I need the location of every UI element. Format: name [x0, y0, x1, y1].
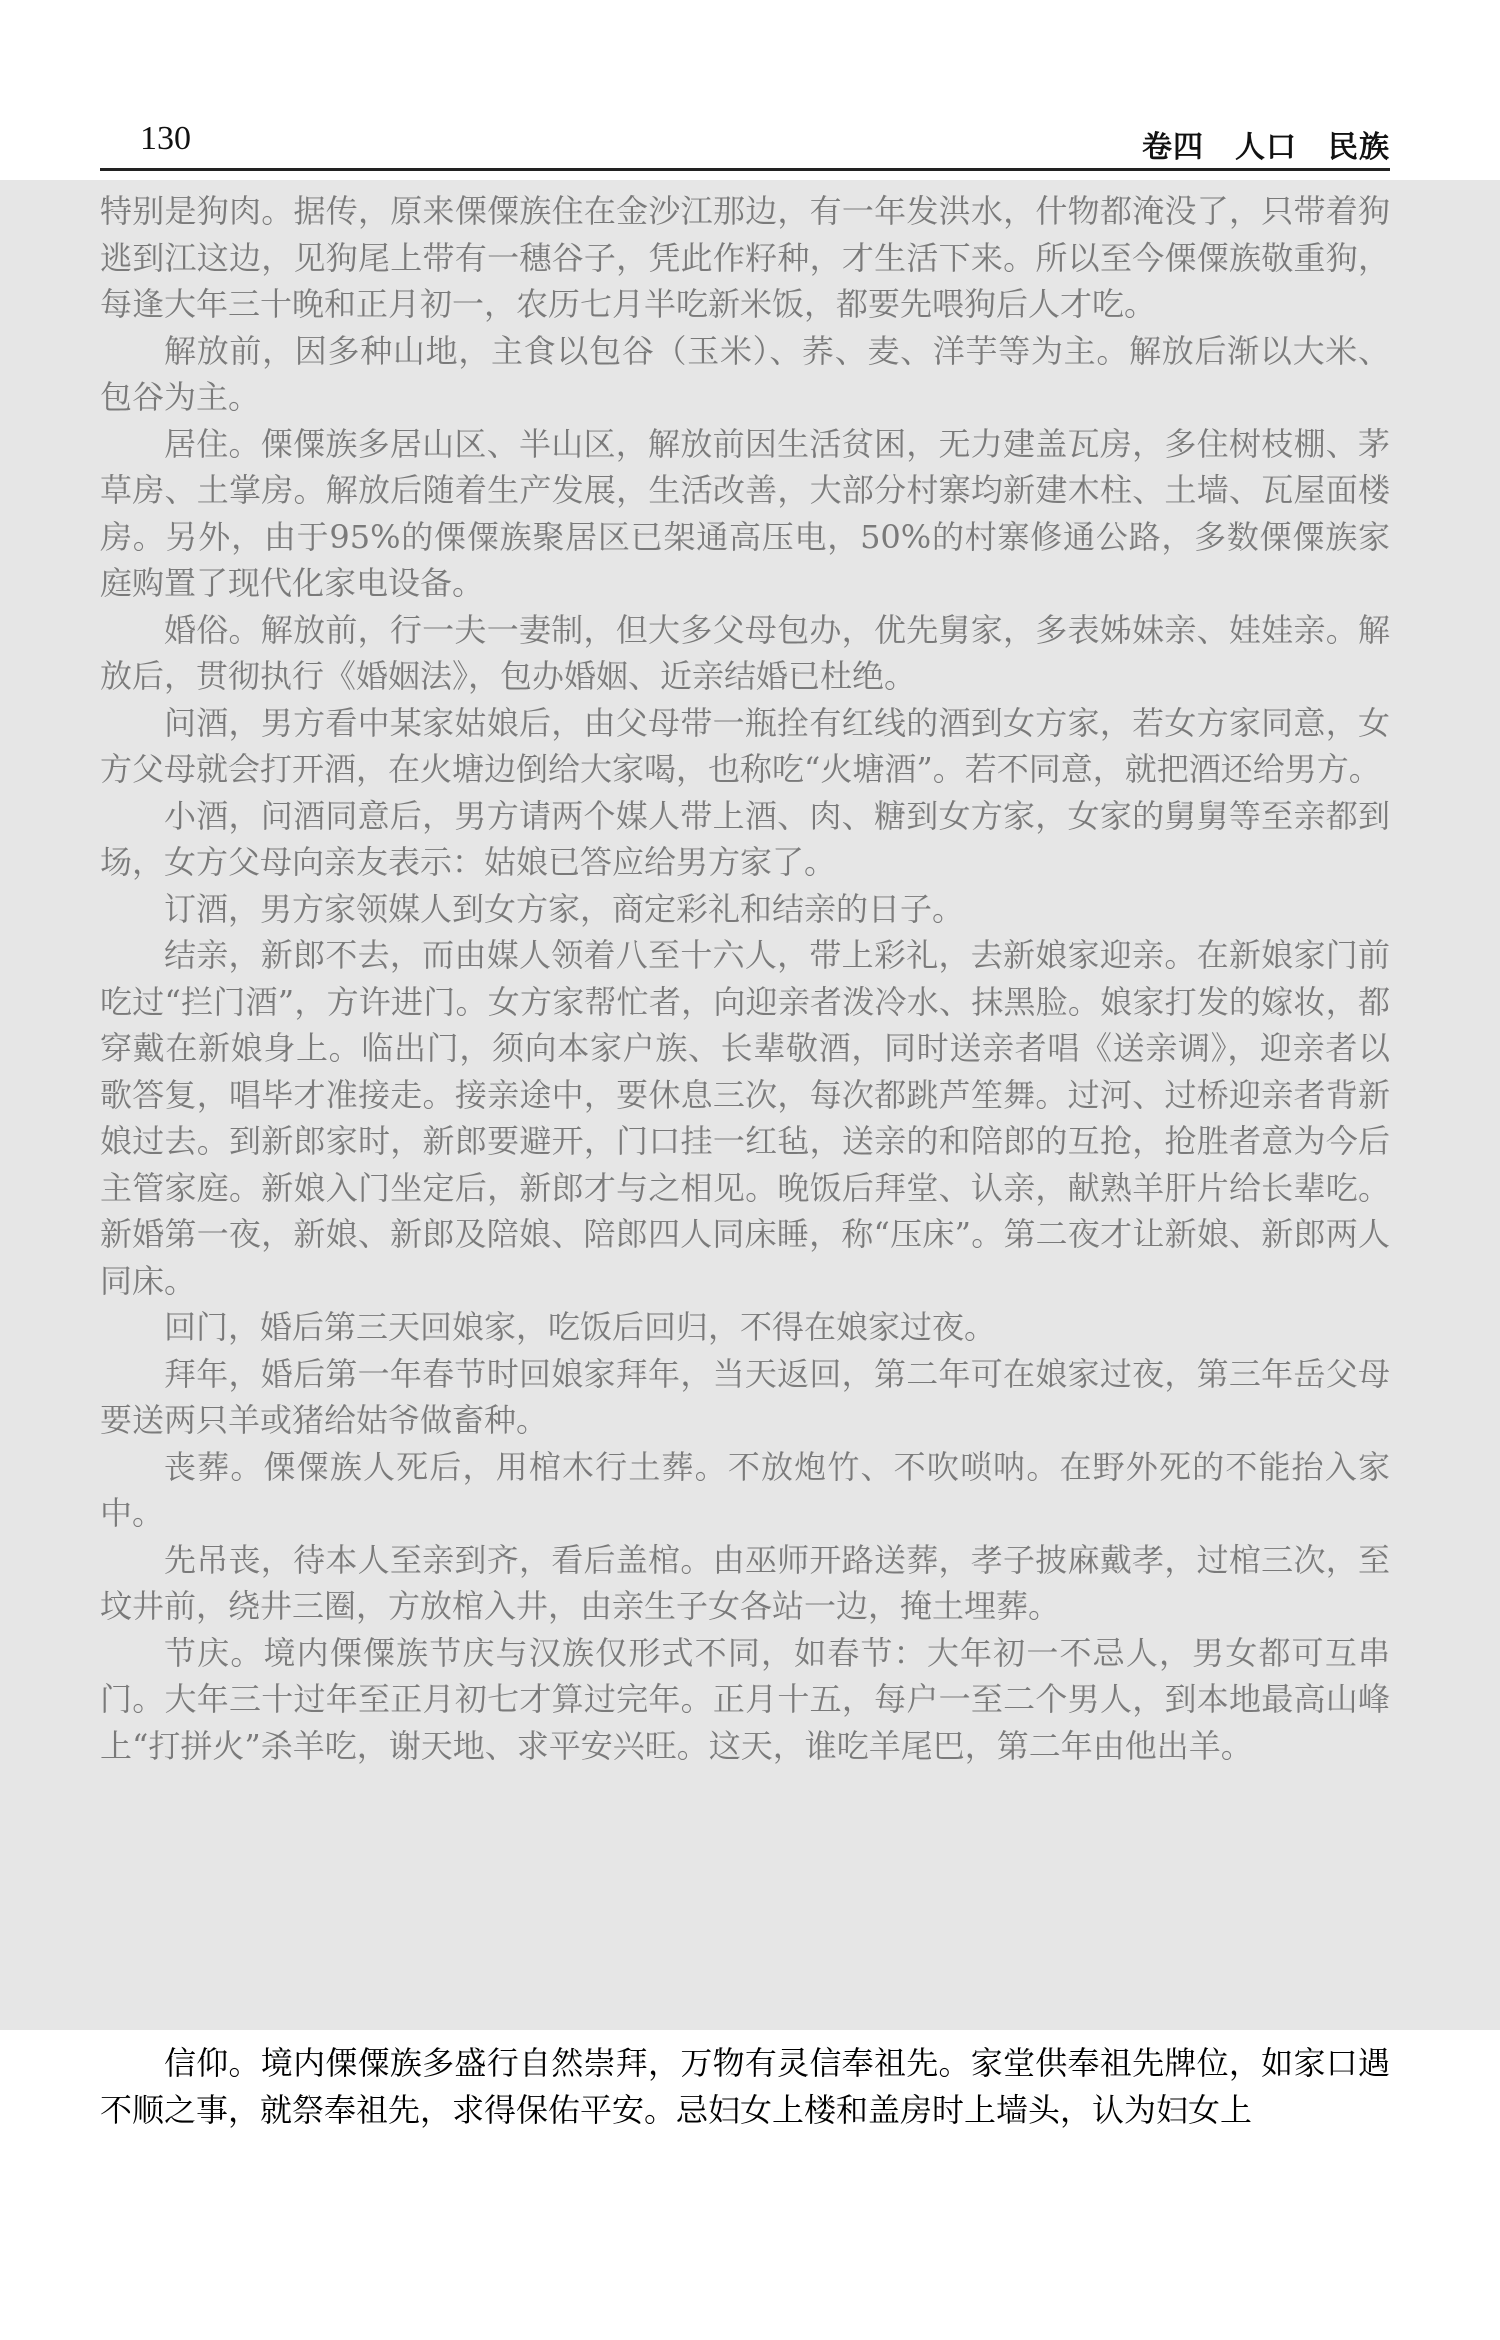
- running-title: 卷四 人口 民族: [1142, 130, 1390, 165]
- paragraph: 小酒，问酒同意后，男方请两个媒人带上酒、肉、糖到女方家，女家的舅舅等至亲都到场，女方父母向亲友表示：姑娘已答应给男方家了。: [100, 796, 1390, 881]
- paragraph: 丧葬。傈僳族人死后，用棺木行土葬。不放炮竹、不吹唢呐。在野外死的不能抬入家中。: [100, 1447, 1390, 1532]
- paragraph: 订酒，男方家领媒人到女方家，商定彩礼和结亲的日子。: [164, 889, 965, 928]
- page-header: [100, 118, 1390, 171]
- paragraph: 解放前，因多种山地，主食以包谷（玉米）、荞、麦、洋芋等为主。解放后渐以大米、包谷为主。: [100, 331, 1390, 416]
- paragraph: 信仰。境内傈僳族多盛行自然崇拜，万物有灵信奉祖先。家堂供奉祖先牌位，如家口遇不顺之事，就祭奉祖先，求得保佑平安。忌妇女上楼和盖房时上墙头，认为妇女上: [100, 2044, 1390, 2129]
- body-text: [100, 2040, 1390, 2133]
- highlighted-body-text: [100, 188, 1390, 1769]
- paragraph: 结亲，新郎不去，而由媒人领着八至十六人，带上彩礼，去新娘家迎亲。在新娘家门前吃过“拦门酒”，方许进门。女方家帮忙者，向迎亲者泼冷水、抹黑脸。娘家打发的嫁妆，都穿戴在新娘身上。临出门，须向本家户族、长辈敬酒，同时送亲者唱《送亲调》，迎亲者以歌答复，唱毕才准接走。接亲途中，要休息三次，每次都跳芦笙舞。过河、过桥迎亲者背新娘过去。到新郎家时，新郎要避开，门口挂一红毡，送亲的和陪郎的互抢，抢胜者意为今后主管家庭。新娘入门坐定后，新郎才与之相见。晚饭后拜堂、认亲，献熟羊肝片给长辈吃。新婚第一夜，新娘、新郎及陪娘、陪郎四人同床睡，称“压床”。第二夜才让新娘、新郎两人同床。: [100, 936, 1390, 1300]
- paragraph: 回门，婚后第三天回娘家，吃饭后回归，不得在娘家过夜。: [164, 1308, 997, 1346]
- page-number: 130: [140, 120, 191, 157]
- paragraph: 特别是狗肉。据传，原来傈僳族住在金沙江那边，有一年发洪水，什物都淹没了，只带着狗逃到江这边，见狗尾上带有一穗谷子，凭此作籽种，才生活下来。所以至今傈僳族敬重狗，每逢大年三十晚和正月初一，农历七月半吃新米饭，都要先喂狗后人才吃。: [100, 192, 1390, 323]
- paragraph: 问酒，男方看中某家姑娘后，由父母带一瓶拴有红线的酒到女方家，若女方家同意，女方父母就会打开酒，在火塘边倒给大家喝，也称吃“火塘酒”。若不同意，就把酒还给男方。: [100, 703, 1390, 788]
- paragraph: 婚俗。解放前，行一夫一妻制，但大多父母包办，优先舅家，多表姊妹亲、娃娃亲。解放后，贯彻执行《婚姻法》，包办婚姻、近亲结婚已杜绝。: [100, 610, 1390, 695]
- paragraph: 拜年，婚后第一年春节时回娘家拜年，当天返回，第二年可在娘家过夜，第三年岳父母要送两只羊或猪给姑爷做畜种。: [100, 1354, 1390, 1439]
- paragraph: 节庆。境内傈僳族节庆与汉族仅形式不同，如春节：大年初一不忌人，男女都可互串门。大年三十过年至正月初七才算过完年。正月十五，每户一至二个男人，到本地最高山峰上“打拼火”杀羊吃，谢天地、求平安兴旺。这天，谁吃羊尾巴，第二年由他出羊。: [100, 1633, 1390, 1765]
- paragraph: 先吊丧，待本人至亲到齐，看后盖棺。由巫师开路送葬，孝子披麻戴孝，过棺三次，至坟井前，绕井三圈，方放棺入井，由亲生子女各站一边，掩土埋葬。: [100, 1540, 1390, 1625]
- paragraph: 居住。傈僳族多居山区、半山区，解放前因生活贫困，无力建盖瓦房，多住树枝棚、茅草房、土掌房。解放后随着生产发展，生活改善，大部分村寨均新建木柱、土墙、瓦屋面楼房。另外，由于95%的傈僳族聚居区已架通高压电，50%的村寨修通公路，多数傈僳族家庭购置了现代化家电设备。: [100, 424, 1390, 602]
